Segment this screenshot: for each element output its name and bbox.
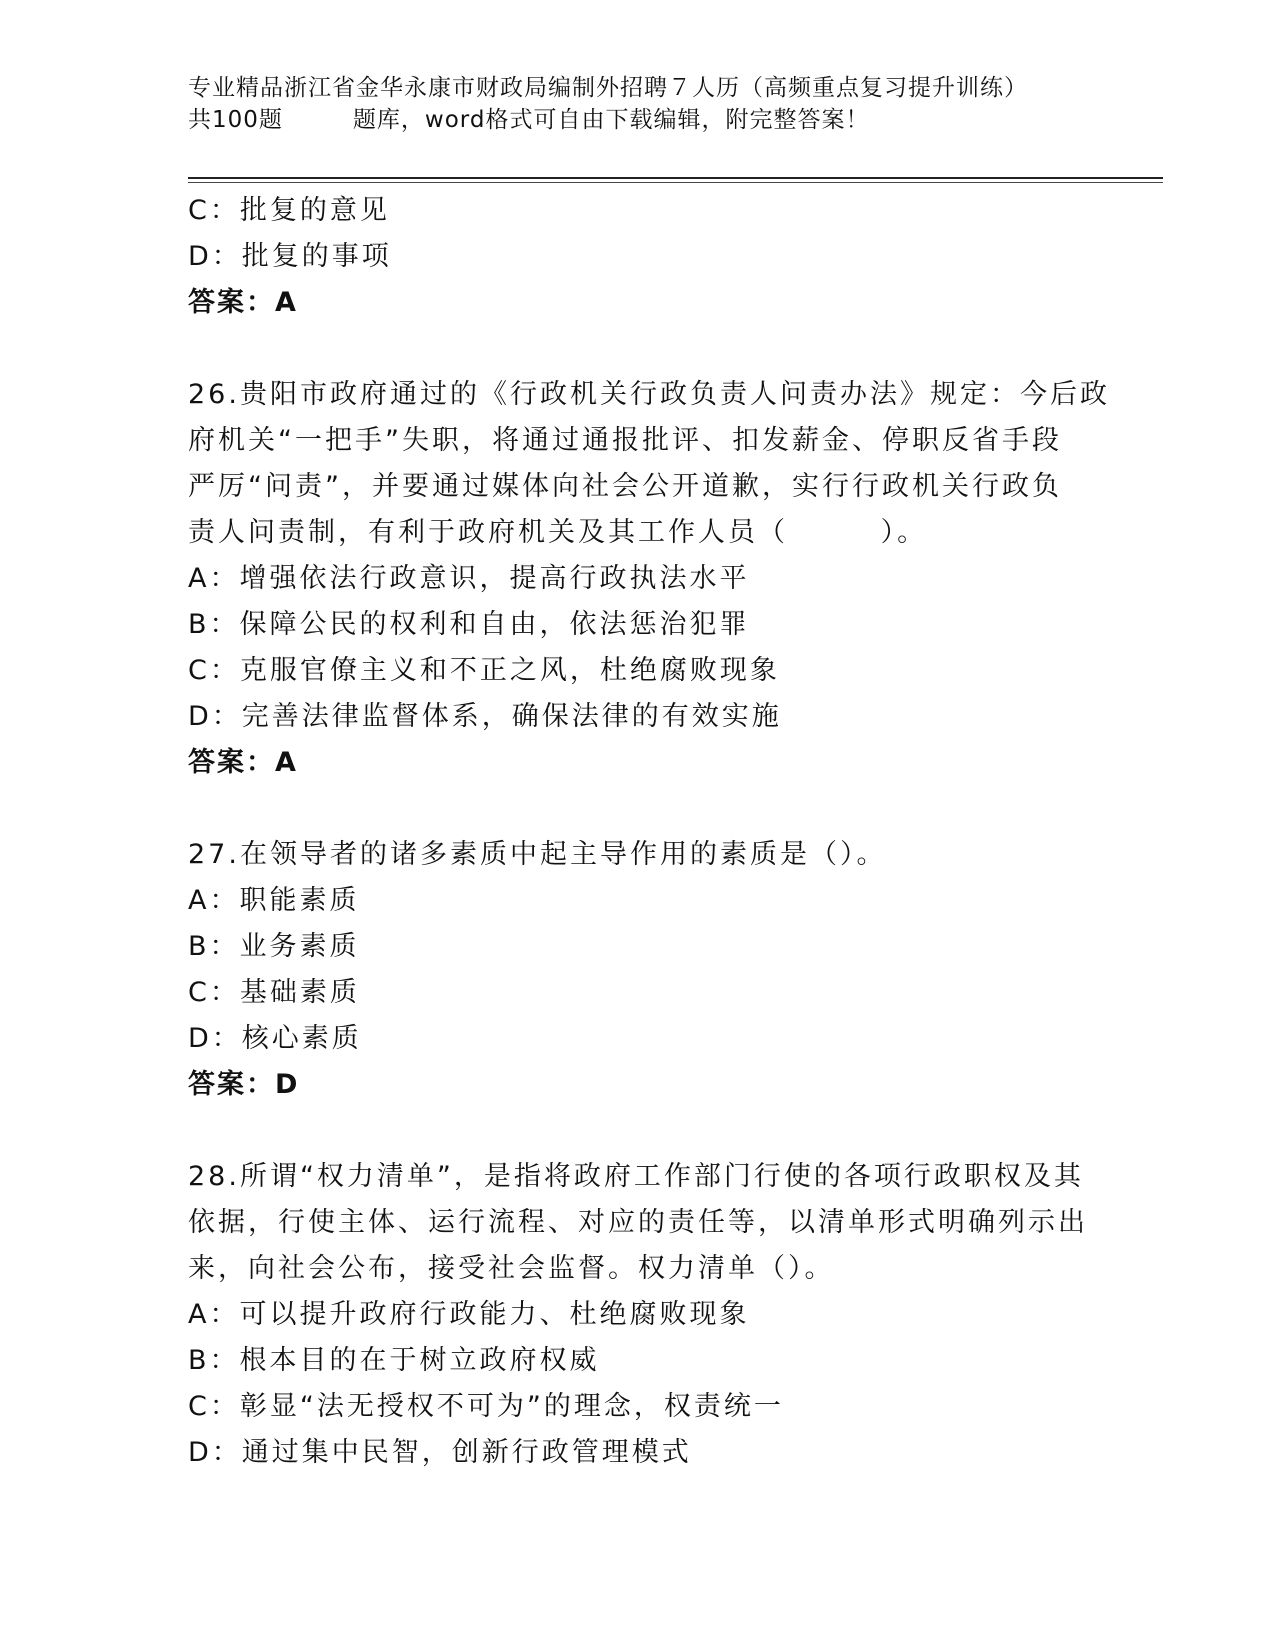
question-28	[188, 1154, 1088, 1476]
question-27	[188, 832, 1088, 1108]
option-d: D：通过集中民智，创新行政管理模式	[188, 1437, 692, 1468]
header-rule-thick	[188, 177, 1163, 179]
header-question-count: 共100题	[188, 107, 283, 133]
option-b: B：业务素质	[188, 931, 360, 962]
question-text-line: 28.所谓“权力清单”，是指将政府工作部门行使的各项行政职权及其	[188, 1161, 1084, 1192]
option-d: D：核心素质	[188, 1023, 362, 1054]
question-content	[188, 188, 1110, 1476]
answer-line: 答案：A	[188, 747, 298, 778]
option-c: C：基础素质	[188, 977, 360, 1008]
option-a: A：职能素质	[188, 885, 360, 916]
previous-question-tail	[188, 188, 1088, 326]
header-title-line2	[188, 104, 1168, 136]
option-b: B：保障公民的权利和自由，依法惩治犯罪	[188, 609, 750, 640]
option-b: B：根本目的在于树立政府权威	[188, 1345, 600, 1376]
option-c: C：克服官僚主义和不正之风，杜绝腐败现象	[188, 655, 780, 686]
question-text-line: 责人问责制，有利于政府机关及其工作人员（ ）。	[188, 517, 928, 548]
option-d: D：完善法律监督体系，确保法律的有效实施	[188, 701, 782, 732]
option-a: A：增强依法行政意识，提高行政执法水平	[188, 563, 750, 594]
option-a: A：可以提升政府行政能力、杜绝腐败现象	[188, 1299, 750, 1330]
answer-line: 答案：D	[188, 1069, 300, 1100]
option-c: C：彰显“法无授权不可为”的理念，权责统一	[188, 1391, 784, 1422]
question-text-line: 依据，行使主体、运行流程、对应的责任等，以清单形式明确列示出	[188, 1207, 1088, 1238]
option-d: D：批复的事项	[188, 241, 392, 272]
header-rule-thin	[188, 182, 1163, 183]
page-header	[188, 72, 1168, 136]
answer-line: 答案：A	[188, 287, 298, 318]
question-text-line: 来，向社会公布，接受社会监督。权力清单（）。	[188, 1253, 835, 1284]
question-text-line: 府机关“一把手”失职，将通过通报批评、扣发薪金、停职反省手段	[188, 425, 1062, 456]
question-26	[188, 372, 1110, 786]
header-title-line1: 专业精品浙江省金华永康市财政局编制外招聘７人历（高频重点复习提升训练）	[188, 75, 1028, 101]
header-description: 题库，word格式可自由下载编辑，附完整答案！	[352, 107, 870, 133]
question-text-line: 严厉“问责”，并要通过媒体向社会公开道歉，实行行政机关行政负	[188, 471, 1062, 502]
question-text-line: 27.在领导者的诸多素质中起主导作用的素质是（）。	[188, 839, 887, 870]
question-text-line: 26.贵阳市政府通过的《行政机关行政负责人问责办法》规定：今后政	[188, 379, 1110, 410]
option-c: C：批复的意见	[188, 195, 390, 226]
